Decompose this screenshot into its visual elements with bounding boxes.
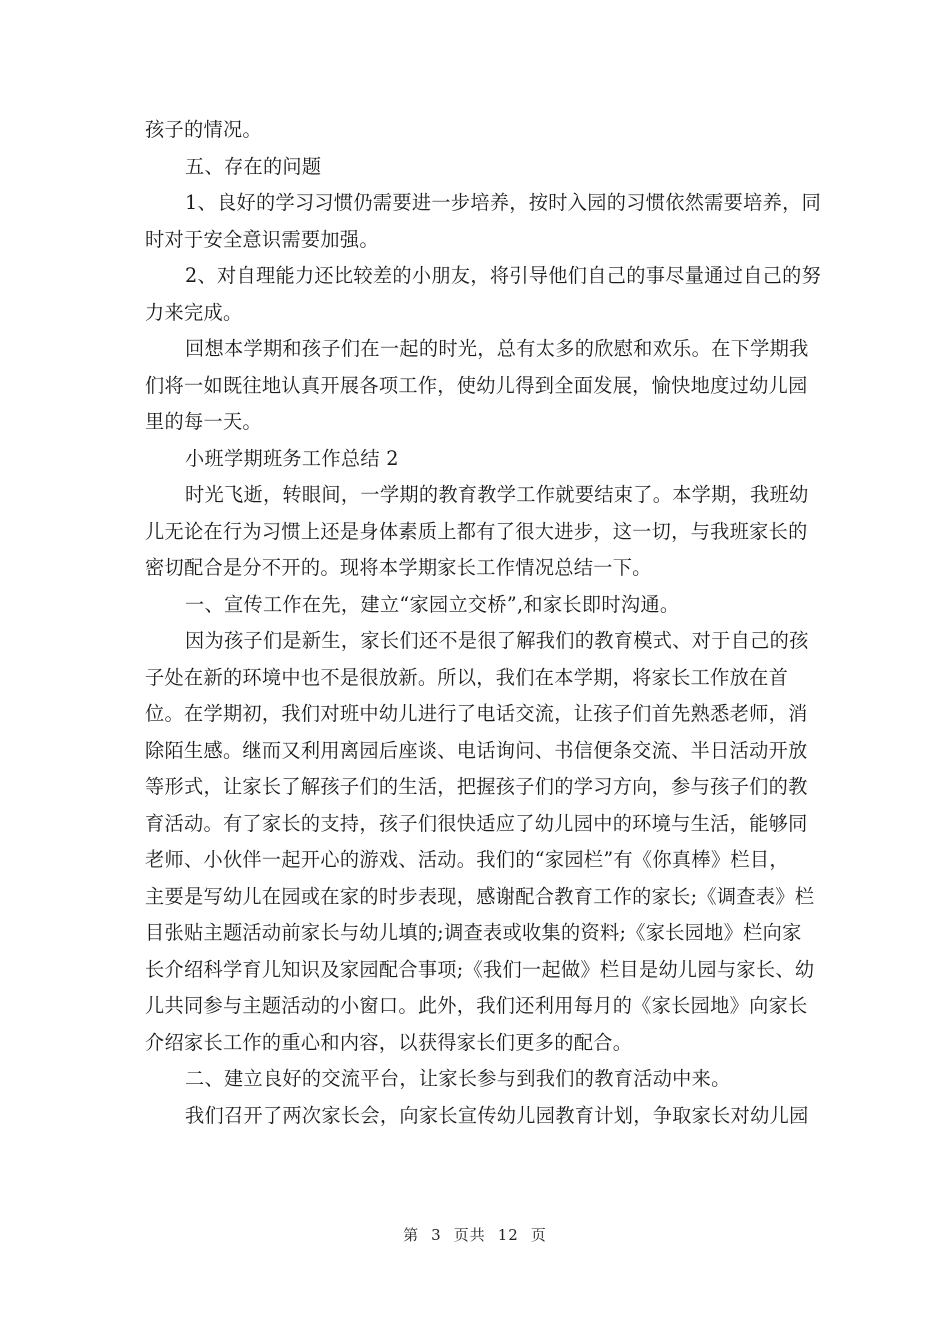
text-line: 目张贴主题活动前家长与幼儿填的;调查表或收集的资料;《家长园地》栏向家 — [145, 921, 802, 944]
text-line: 老师、小伙伴一起开心的游戏、活动。我们的“家园栏”有《你真棒》栏目， — [145, 848, 789, 871]
text-line: 1、良好的学习习惯仍需要进一步培养，按时入园的习惯依然需要培养，同 — [185, 191, 822, 214]
footer-prefix: 第 — [403, 1226, 420, 1244]
text-line: 等形式，让家长了解孩子们的生活，把握孩子们的学习方向，参与孩子们的教 — [145, 775, 808, 798]
text-line: 们将一如既往地认真开展各项工作，使幼儿得到全面发展，愉快地度过幼儿园 — [145, 373, 808, 397]
text-line: 时光飞逝，转眼间，一学期的教育教学工作就要结束了。本学期，我班幼 — [185, 483, 809, 506]
document-body — [145, 112, 822, 1134]
text-line: 密切配合是分不开的。现将本学期家长工作情况总结一下。 — [145, 556, 652, 579]
text-line: 除陌生感。继而又利用离园后座谈、电话询问、书信便条交流、半日活动开放 — [145, 738, 808, 762]
text-line: 因为孩子们是新生，家长们还不是很了解我们的教育模式、对于自己的孩 — [185, 629, 809, 652]
text-line: 长介绍科学育儿知识及家园配合事项;《我们一起做》栏目是幼儿园与家长、幼 — [145, 957, 815, 981]
text-line: 2、对自理能力还比较差的小朋友，将引导他们自己的事尽量通过自己的努 — [185, 264, 822, 287]
text-line: 回想本学期和孩子们在一起的时光，总有太多的欣慰和欢乐。在下学期我 — [185, 337, 809, 360]
text-line: 主要是写幼儿在园或在家的时步表现，感谢配合教育工作的家长;《调查表》栏 — [145, 884, 815, 908]
footer-current-page: 3 — [431, 1226, 442, 1244]
text-line: 儿共同参与主题活动的小窗口。此外，我们还利用每月的《家长园地》向家长 — [145, 994, 808, 1017]
text-line: 时对于安全意识需要加强。 — [145, 227, 379, 251]
text-line: 子处在新的环境中也不是很放新。所以，我们在本学期，将家长工作放在首 — [145, 665, 789, 689]
text-line: 育活动。有了家长的支持，孩子们很快适应了幼儿园中的环境与生活，能够同 — [145, 811, 808, 835]
text-line: 小班学期班务工作总结 2 — [185, 446, 399, 470]
text-line: 儿无论在行为习惯上还是身体素质上都有了很大进步，这一切，与我班家长的 — [145, 519, 808, 543]
text-line: 里的每一天。 — [145, 410, 262, 433]
text-line: 力来完成。 — [145, 300, 243, 324]
text-line: 介绍家长工作的重心和内容，以获得家长们更多的配合。 — [145, 1030, 633, 1054]
page-footer — [0, 1224, 950, 1245]
footer-total-pages: 12 — [497, 1226, 519, 1244]
text-line: 一、宣传工作在先，建立“家园立交桥”,和家长即时沟通。 — [185, 592, 680, 616]
text-line: 孩子的情况。 — [145, 118, 262, 141]
text-line: 位。在学期初，我们对班中幼儿进行了电话交流，让孩子们首先熟悉老师，消 — [145, 702, 808, 725]
text-line: 五、存在的问题 — [185, 154, 322, 178]
footer-mid: 页共 — [453, 1226, 486, 1244]
text-line: 我们召开了两次家长会，向家长宣传幼儿园教育计划，争取家长对幼儿园 — [185, 1103, 809, 1127]
footer-suffix: 页 — [530, 1226, 547, 1244]
text-line: 二、建立良好的交流平台，让家长参与到我们的教育活动中来。 — [185, 1067, 731, 1090]
